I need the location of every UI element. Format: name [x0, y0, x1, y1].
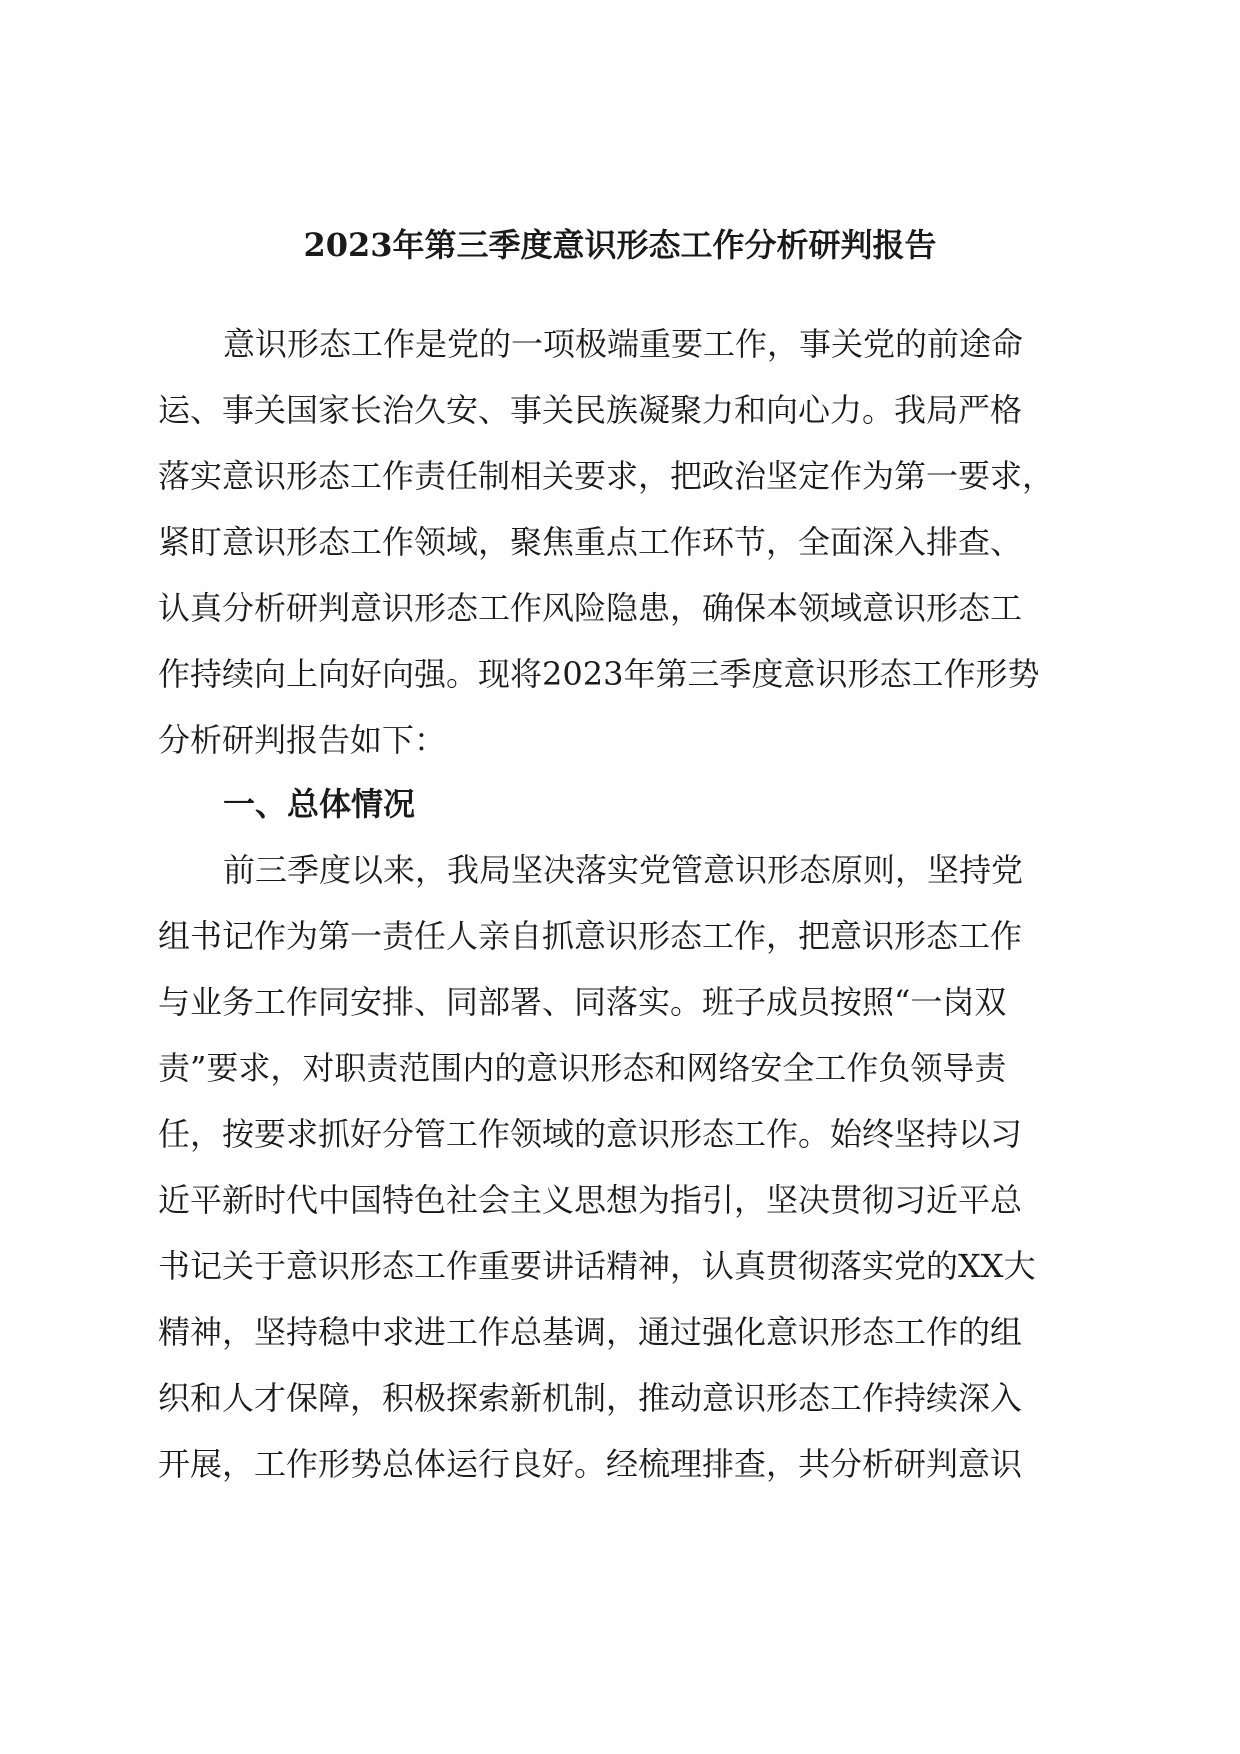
section-heading: 一、总体情况 [223, 785, 416, 823]
section-line: 近平新时代中国特色社会主义思想为指引，坚决贯彻习近平总 [158, 1181, 1023, 1219]
intro-line: 紧盯意识形态工作领域，聚焦重点工作环节，全面深入排查、 [158, 523, 1023, 561]
section-line: 开展，工作形势总体运行良好。经梳理排查，共分析研判意识 [158, 1445, 1023, 1483]
intro-line: 分析研判报告如下： [158, 721, 447, 759]
intro-line: 认真分析研判意识形态工作风险隐患，确保本领域意识形态工 [158, 589, 1023, 627]
section-line: 书记关于意识形态工作重要讲话精神，认真贯彻落实党的XX大 [158, 1247, 1036, 1285]
section-line: 与业务工作同安排、同部署、同落实。班子成员按照“一岗双 [158, 983, 1007, 1021]
section-line: 责”要求，对职责范围内的意识形态和网络安全工作负领导责 [158, 1049, 1007, 1087]
section-line: 前三季度以来，我局坚决落实党管意识形态原则，坚持党 [223, 851, 1024, 889]
intro-line: 落实意识形态工作责任制相关要求，把政治坚定作为第一要求， [158, 457, 1055, 495]
section-line: 任，按要求抓好分管工作领域的意识形态工作。始终坚持以习 [158, 1115, 1023, 1153]
intro-line: 意识形态工作是党的一项极端重要工作，事关党的前途命 [223, 325, 1024, 363]
section-line: 精神，坚持稳中求进工作总基调，通过强化意识形态工作的组 [158, 1313, 1023, 1351]
document-title: 2023年第三季度意识形态工作分析研判报告 [303, 226, 937, 264]
section-line: 织和人才保障，积极探索新机制，推动意识形态工作持续深入 [158, 1379, 1023, 1417]
section-line: 组书记作为第一责任人亲自抓意识形态工作，把意识形态工作 [158, 917, 1023, 955]
intro-line: 运、事关国家长治久安、事关民族凝聚力和向心力。我局严格 [158, 391, 1023, 429]
intro-line: 作持续向上向好向强。现将2023年第三季度意识形态工作形势 [158, 655, 1040, 693]
